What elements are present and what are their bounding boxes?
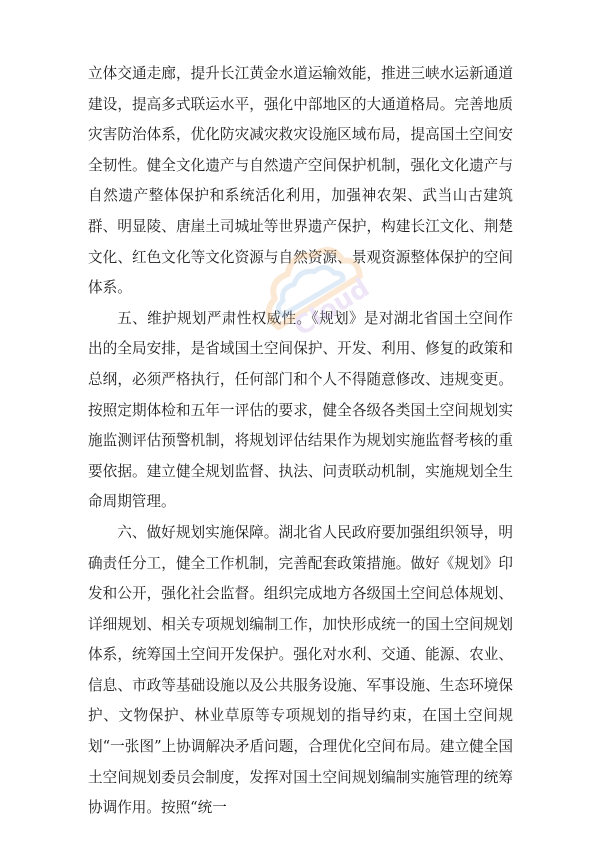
paragraph-1: 立体交通走廊，提升长江黄金水道运输效能，推进三峡水运新通道建设，提高多式联运水平，强化中部地区的大通道格局。完善地质灾害防治体系，优化防灾减灾救灾设施区域布局，提高国土空间安全韧性。健全文化遗产与自然遗产空间保护机制，强化文化遗产与自然遗产整体保护和系统活化利用，加强神农架、武当山古建筑群、明显陵、唐崖土司城址等世界遗产保护，构建长江文化、荆楚文化、红色文化等文化资源与自然资源、景观资源整体保护的空间体系。 bbox=[88, 65, 513, 297]
document-body bbox=[88, 59, 513, 824]
watermark-text: Cloud bbox=[288, 273, 375, 343]
paragraph-2: 五、维护规划严肃性权威性。《规划》是对湖北省国土空间作出的全局安排，是省域国土空间保护、开发、利用、修复的政策和总纲，必须严格执行，任何部门和个人不得随意修改、违规变更。按照定期体检和五年一评估的要求，健全各级各类国土空间规划实施监测评估预警机制，将规划评估结果作为规划实施监督考核的重要依据。建立健全规划监督、执法、问责联动机制，实施规划全生命周期管理。 bbox=[88, 309, 513, 511]
paragraph-3: 六、做好规划实施保障。湖北省人民政府要加强组织领导，明确责任分工，健全工作机制，完善配套政策措施。做好《规划》印发和公开，强化社会监督。组织完成地方各级国土空间总体规划、详细规划、相关专项规划编制工作，加快形成统一的国土空间规划体系，统筹国土空间开发保护。强化对水利、交通、能源、农业、信息、市政等基础设施以及公共服务设施、军事设施、生态环境保护、文物保护、林业草原等专项规划的指导约束，在国土空间规划“一张图”上协调解决矛盾问题，合理优化空间布局。建立健全国土空间规划委员会制度，发挥对国土空间规划编制实施管理的统筹协调作用。按照“统一 bbox=[88, 523, 513, 817]
